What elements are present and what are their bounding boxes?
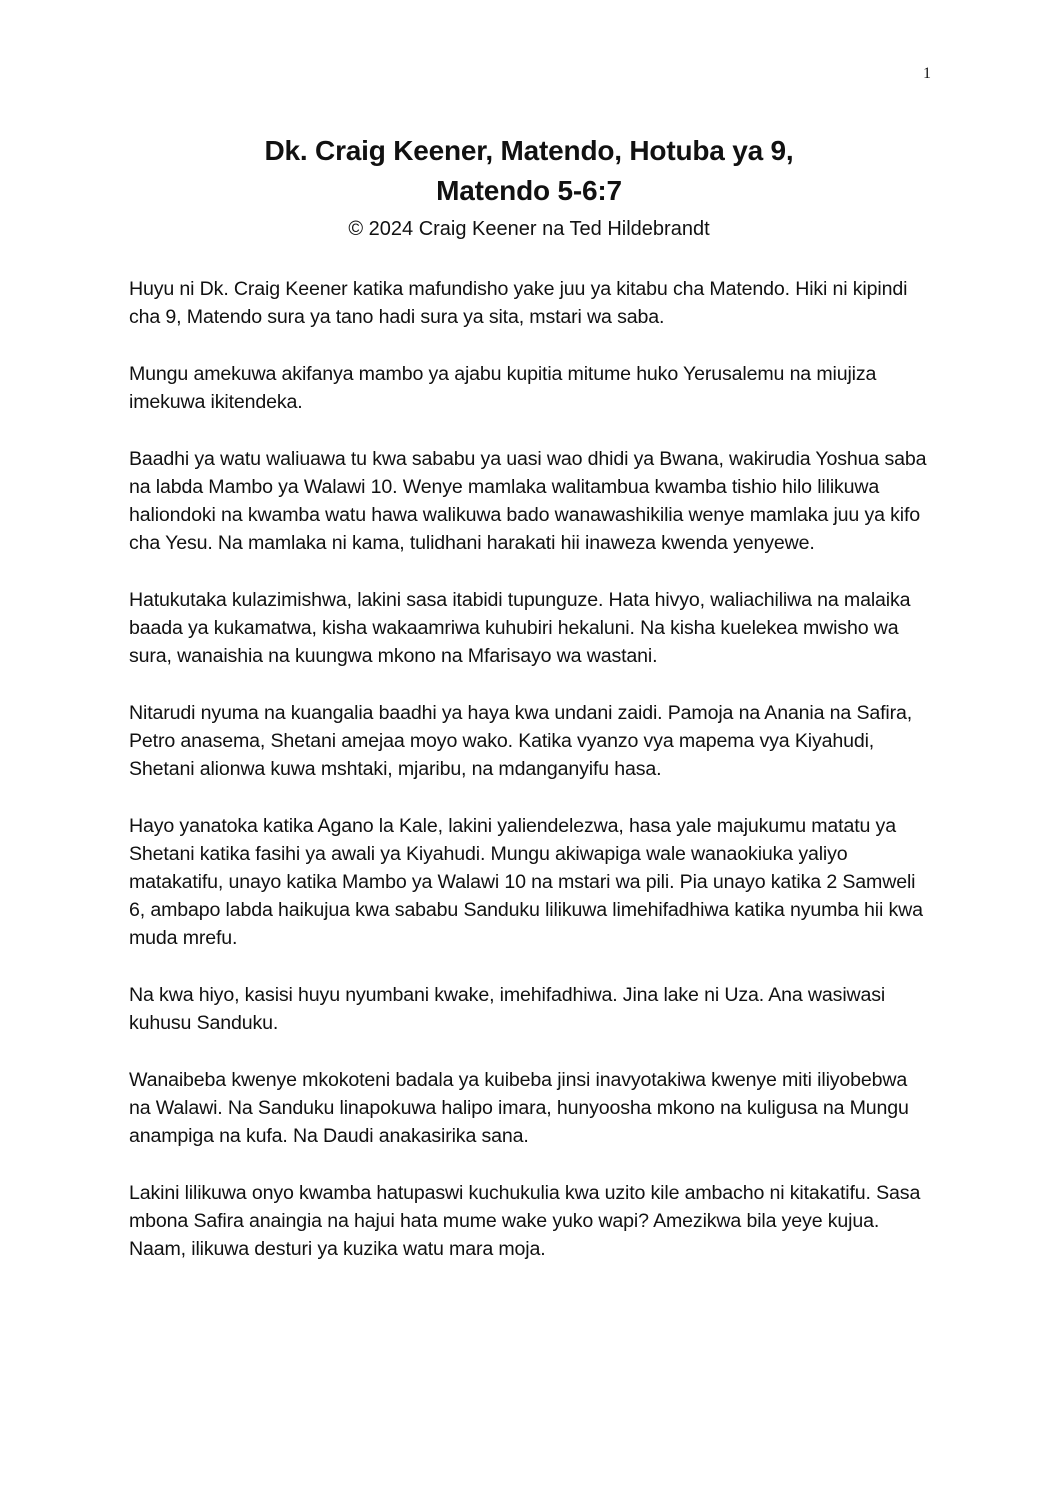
document-header <box>0 131 1058 243</box>
document-body <box>129 275 929 1292</box>
paragraph: Baadhi ya watu waliuawa tu kwa sababu ya uasi wao dhidi ya Bwana, wakirudia Yoshua saba na labda Mambo ya Walawi 10. Wenye mamlaka walitambua kwamba tishio hilo lilikuwa haliondoki na kwamba watu hawa walikuwa bado wanawashikilia wenye mamlaka juu ya kifo cha Yesu. Na mamlaka ni kama, tulidhani harakati hii inaweza kwenda yenyewe. <box>129 448 927 554</box>
paragraph: Nitarudi nyuma na kuangalia baadhi ya haya kwa undani zaidi. Pamoja na Anania na Safira, Petro anasema, Shetani amejaa moyo wako. Katika vyanzo vya mapema vya Kiyahudi, Shetani alionwa kuwa mshtaki, mjaribu, na mdanganyifu hasa. <box>129 702 913 780</box>
document-title-line-2: Matendo 5-6:7 <box>436 175 622 206</box>
paragraph: Hayo yanatoka katika Agano la Kale, lakini yaliendelezwa, hasa yale majukumu matatu ya Shetani katika fasihi ya awali ya Kiyahudi. Mungu akiwapiga wale wanaokiuka yaliyo matakatifu, unayo katika Mambo ya Walawi 10 na mstari wa pili. Pia unayo katika 2 Samweli 6, ambapo labda haikujua kwa sababu Sanduku lilikuwa limehifadhiwa katika nyumba hii kwa muda mrefu. <box>129 815 923 949</box>
document-title-line-1: Dk. Craig Keener, Matendo, Hotuba ya 9, <box>264 135 794 166</box>
copyright-notice: © 2024 Craig Keener na Ted Hildebrandt <box>348 218 710 240</box>
paragraph: Huyu ni Dk. Craig Keener katika mafundisho yake juu ya kitabu cha Matendo. Hiki ni kipindi cha 9, Matendo sura ya tano hadi sura ya sita, mstari wa saba. <box>129 278 908 328</box>
paragraph: Wanaibeba kwenye mkokoteni badala ya kuibeba jinsi inavyotakiwa kwenye miti iliyobebwa na Walawi. Na Sanduku linapokuwa halipo imara, hunyoosha mkono na kuligusa na Mungu anampiga na kufa. Na Daudi anakasirika sana. <box>129 1069 909 1147</box>
paragraph: Hatukutaka kulazimishwa, lakini sasa itabidi tupunguze. Hata hivyo, waliachiliwa na malaika baada ya kukamatwa, kisha wakaamriwa kuhubiri hekaluni. Na kisha kuelekea mwisho wa sura, wanaishia na kuungwa mkono na Mfarisayo wa wastani. <box>129 589 911 667</box>
paragraph: Mungu amekuwa akifanya mambo ya ajabu kupitia mitume huko Yerusalemu na miujiza imekuwa ikitendeka. <box>129 363 877 413</box>
page-number: 1 <box>923 65 931 82</box>
paragraph: Lakini lilikuwa onyo kwamba hatupaswi kuchukulia kwa uzito kile ambacho ni kitakatifu. Sasa mbona Safira anaingia na hajui hata mume wake yuko wapi? Amezikwa bila yeye kujua. Naam, ilikuwa desturi ya kuzika watu mara moja. <box>129 1182 921 1260</box>
paragraph: Na kwa hiyo, kasisi huyu nyumbani kwake, imehifadhiwa. Jina lake ni Uza. Ana wasiwasi kuhusu Sanduku. <box>129 984 886 1034</box>
